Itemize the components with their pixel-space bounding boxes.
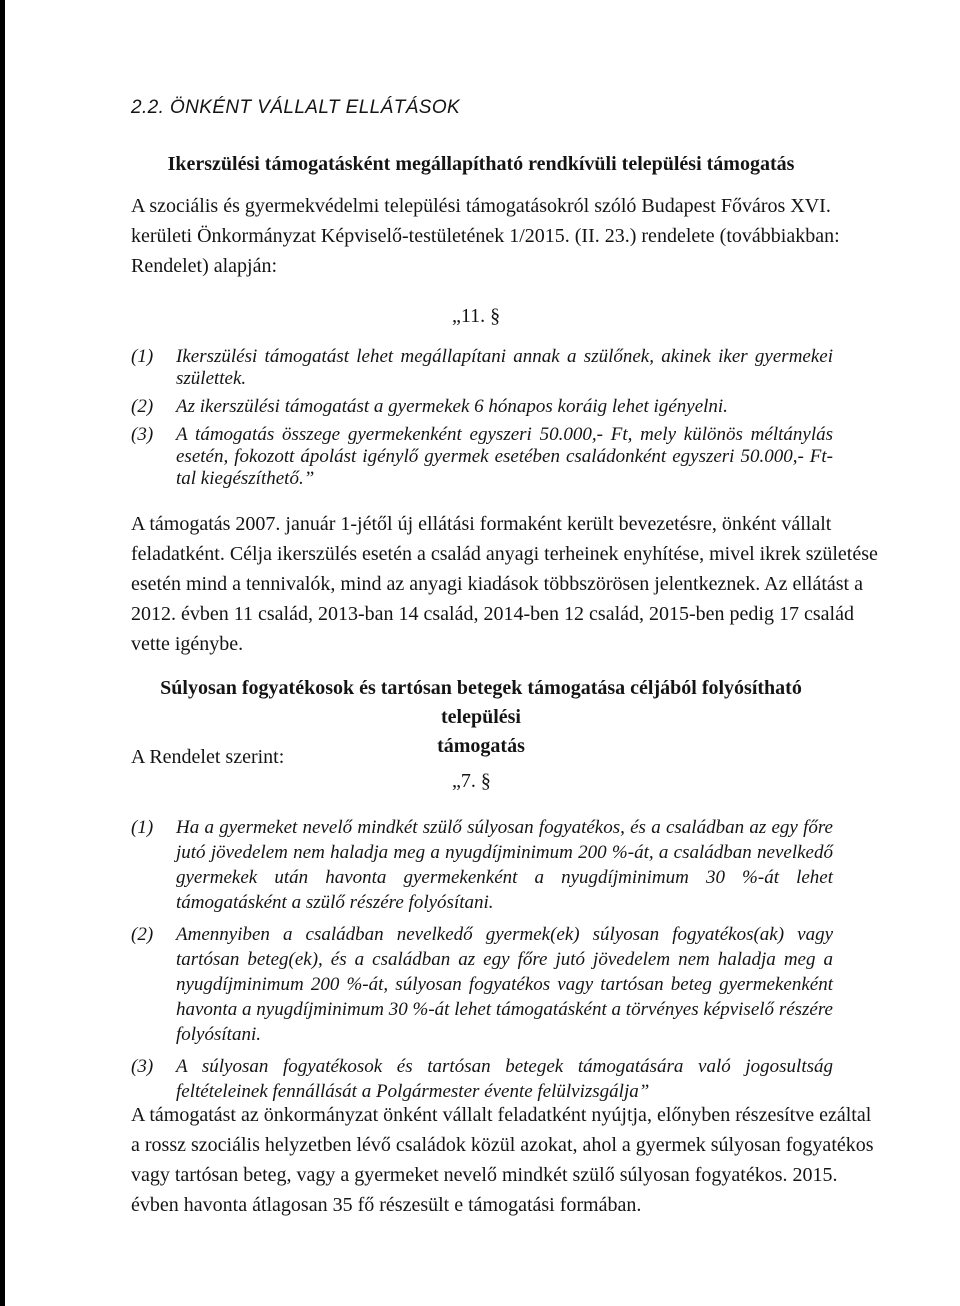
list-item: [131, 922, 833, 1047]
disabled-summary: [131, 1100, 874, 1220]
twins-intro-line: Rendelet) alapján:: [131, 255, 278, 277]
item-text: Ikerszülési támogatást lehet megállapítani annak a szülőnek, akinek iker gyermekei születtek.: [176, 346, 833, 389]
twins-summary-line: esetén mind a tennivalók, mind az anyagi kiadások többszörösen jelentkeznek. Az ellátást a: [131, 573, 863, 595]
twins-summary-line: feladatként. Célja ikerszülés esetén a család anyagi terheinek enyhítése, mivel ikrek születése: [131, 543, 878, 565]
twins-intro-line: A szociális és gyermekvédelmi települési támogatásokról szóló Budapest Főváros XVI.: [131, 195, 831, 217]
twins-summary-line: vette igénybe.: [131, 633, 244, 655]
twins-intro: [131, 191, 840, 281]
item-number: (3): [131, 1056, 154, 1077]
disabled-items: [131, 815, 833, 1104]
item-text: Ha a gyermeket nevelő mindkét szülő súlyosan fogyatékos, és a családban az egy főre jutó jövedelem nem haladja meg a nyugdíjminimum 200 %-át, a családban nevelkedő gyermekek után havonta gyermekenként a nyugdíjminimum 30 %-át lehet támogatásként a szülő részére folyósítani.: [176, 817, 833, 913]
disabled-summary-line: évben havonta átlagosan 35 fő részesült e támogatási formában.: [131, 1194, 642, 1216]
item-number: (1): [131, 817, 154, 838]
disabled-title-line: Súlyosan fogyatékosok és tartósan betegek támogatása céljából folyósítható települési: [160, 677, 802, 728]
list-item: [131, 815, 833, 915]
twins-summary-line: A támogatás 2007. január 1-jétől új ellátási formaként került bevezetésre, önként vállalt: [131, 513, 832, 535]
item-number: (3): [131, 424, 154, 445]
item-number: (1): [131, 346, 154, 367]
scan-edge-bar: [0, 0, 5, 1306]
disabled-summary-line: a rossz szociális helyzetben lévő családok közül azokat, ahol a gyermek súlyosan fogyatékos: [131, 1134, 874, 1156]
section-heading: 2.2. ÖNKÉNT VÁLLALT ELLÁTÁSOK: [131, 97, 461, 118]
disabled-paragraph-mark: „7. §: [452, 770, 491, 792]
disabled-title-line: támogatás: [437, 735, 525, 757]
twins-intro-line: kerületi Önkormányzat Képviselő-testületének 1/2015. (II. 23.) rendelete (továbbiakban:: [131, 225, 840, 247]
disabled-summary-line: A támogatást az önkormányzat önként vállalt feladatként nyújtja, előnyben részesítve ezáltal: [131, 1104, 872, 1126]
item-text: A súlyosan fogyatékosok és tartósan betegek támogatására való jogosultság feltételeinek fennállását a Polgármester évente felülvizsgálja”: [176, 1056, 833, 1102]
disabled-summary-line: vagy tartósan beteg, vagy a gyermeket nevelő mindkét szülő súlyosan fogyatékos. 2015.: [131, 1164, 838, 1186]
disabled-intro: A Rendelet szerint:: [131, 746, 285, 768]
twins-summary: [131, 509, 878, 659]
twins-title: Ikerszülési támogatásként megállapítható rendkívüli települési támogatás: [167, 153, 795, 175]
item-text: Amennyiben a családban nevelkedő gyermek(ek) súlyosan fogyatékos(ak) vagy tartósan beteg(ek), és a családban az egy főre jutó jövedelem nem haladja meg a nyugdíjminimum 200 %-át, súlyosan fogyatékos vagy tartósan beteg gyermekenként havonta a nyugdíjminimum 30 %-át lehet támogatásként a törvényes képviselő részére folyósítani.: [176, 924, 833, 1045]
list-item: [131, 1054, 833, 1104]
item-number: (2): [131, 924, 154, 945]
twins-items: [131, 346, 833, 490]
item-text: Az ikerszülési támogatást a gyermekek 6 hónapos koráig lehet igényelni.: [176, 396, 728, 417]
item-number: (2): [131, 396, 154, 417]
list-item: [131, 346, 833, 390]
twins-paragraph-mark: „11. §: [452, 305, 501, 327]
item-text: A támogatás összege gyermekenként egyszeri 50.000,- Ft, mely különös méltánylás esetén, fokozott ápolást igénylő gyermek esetében családonként egyszeri 50.000,- Ft-tal kiegészíthető.”: [176, 424, 833, 489]
twins-summary-line: 2012. évben 11 család, 2013-ban 14 család, 2014-ben 12 család, 2015-ben pedig 17 család: [131, 603, 854, 625]
list-item: [131, 396, 833, 418]
list-item: [131, 424, 833, 490]
